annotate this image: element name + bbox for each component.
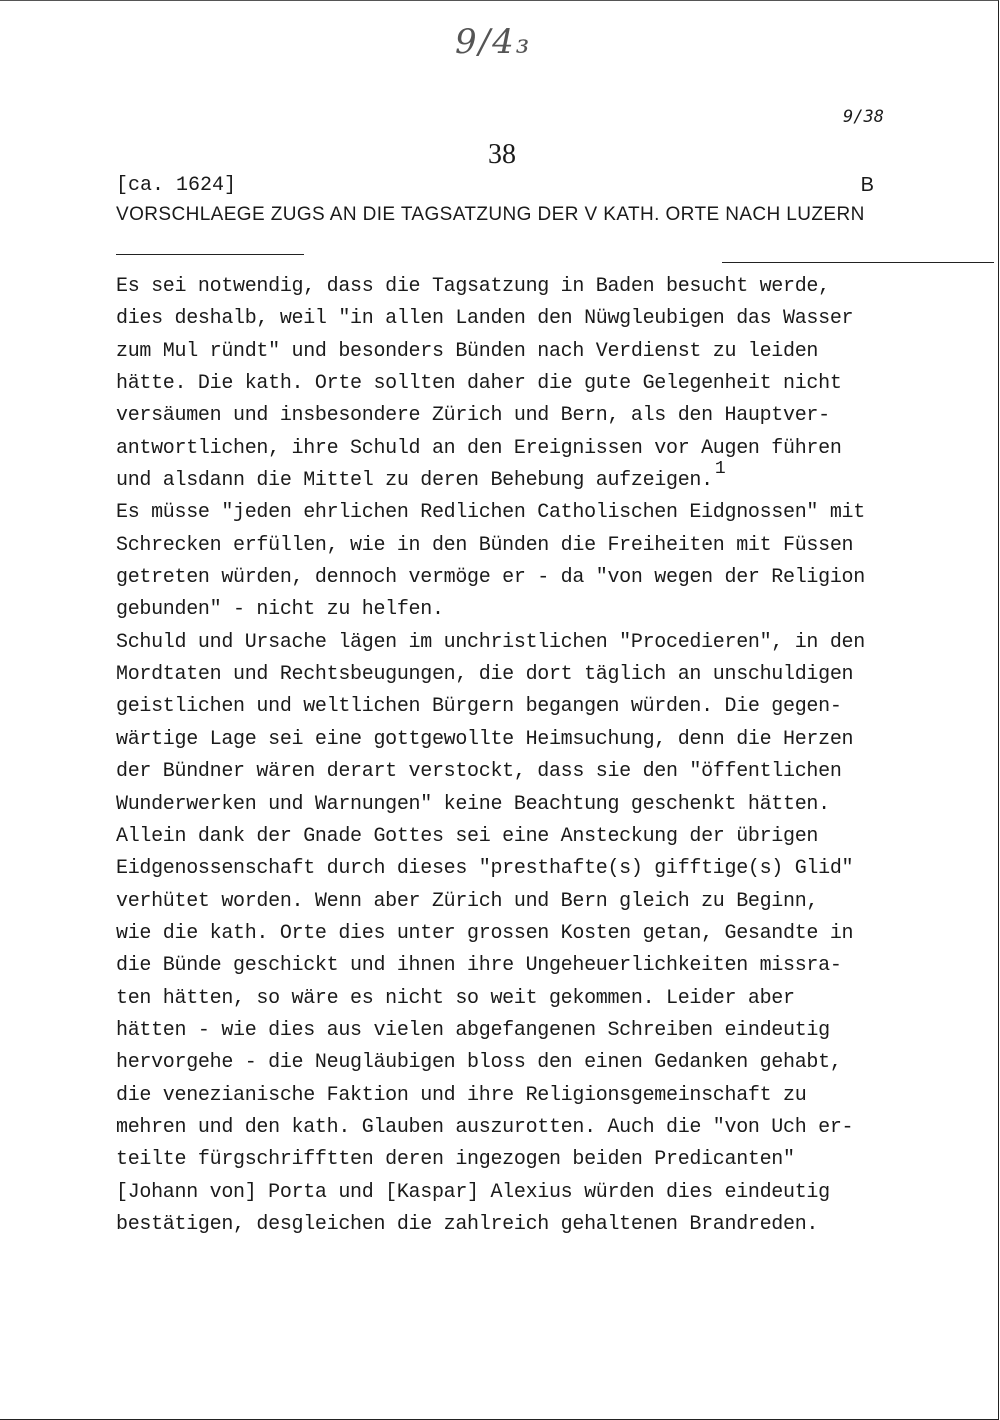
text-line: und alsdann die Mittel zu deren Behebung aufzeigen.	[116, 469, 713, 493]
text-line: Wunderwerken und Warnungen" keine Beachtung geschenkt hätten.	[116, 792, 830, 816]
text-line: [Johann von] Porta und [Kaspar] Alexius würden dies eindeutig	[116, 1180, 830, 1204]
body-text	[116, 271, 946, 1241]
text-line: Es sei notwendig, dass die Tagsatzung in Baden besucht werde,	[116, 275, 830, 298]
handwritten-archive-note: 9/4₃	[455, 22, 532, 62]
text-line: mehren und den kath. Glauben auszurotten. Auch die "von Uch er-	[116, 1115, 854, 1139]
text-line: gebunden" - nicht zu helfen.	[116, 598, 444, 622]
text-line: antwortlichen, ihre Schuld an den Ereignissen vor Augen führen	[116, 436, 842, 460]
category-letter: B	[860, 174, 874, 196]
document-number: 38	[488, 139, 516, 170]
text-line: Mordtaten und Rechtsbeugungen, die dort täglich an unschuldigen	[116, 663, 854, 687]
text-line-with-footnote	[116, 459, 946, 497]
text-line: Schrecken erfüllen, wie in den Bünden die Freiheiten mit Füssen	[116, 533, 854, 557]
text-line: hätten - wie dies aus vielen abgefangenen Schreiben eindeutig	[116, 1018, 830, 1042]
text-line: dies deshalb, weil "in allen Landen den Nüwgleubigen das Wasser	[116, 307, 854, 331]
footnote-marker: 1	[714, 459, 726, 480]
text-line: Es müsse "jeden ehrlichen Redlichen Catholischen Eidgnossen" mit	[116, 501, 865, 525]
text-line: die Bünde geschickt und ihnen ihre Ungeheuerlichkeiten missra-	[116, 954, 842, 978]
text-line: wie die kath. Orte dies unter grossen Kosten getan, Gesandte in	[116, 921, 854, 945]
archive-number: 9/38	[843, 107, 884, 127]
text-line: ten hätten, so wäre es nicht so weit gekommen. Leider aber	[116, 986, 795, 1010]
text-line: der Bündner wären derart verstockt, dass sie den "öffentlichen	[116, 760, 842, 784]
document-title: VORSCHLAEGE ZUGS AN DIE TAGSATZUNG DER V KATH. ORTE NACH LUZERN	[116, 204, 865, 225]
document-date: [ca. 1624]	[116, 174, 237, 197]
text-line: geistlichen und weltlichen Bürgern begangen würden. Die gegen-	[116, 695, 842, 719]
text-line: Eidgenossenschaft durch dieses "presthafte(s) gifftige(s) Glid"	[116, 857, 854, 881]
text-line: hätte. Die kath. Orte sollten daher die gute Gelegenheit nicht	[116, 372, 842, 396]
text-line: getreten würden, dennoch vermöge er - da "von wegen der Religion	[116, 566, 865, 590]
text-line: versäumen und insbesondere Zürich und Bern, als den Hauptver-	[116, 404, 830, 428]
text-line: wärtige Lage sei eine gottgewollte Heimsuchung, denn die Herzen	[116, 727, 854, 751]
text-line: bestätigen, desgleichen die zahlreich gehaltenen Brandreden.	[116, 1212, 819, 1236]
text-line: Schuld und Ursache lägen im unchristlichen "Procedieren", in den	[116, 630, 865, 654]
title-underline	[116, 254, 304, 255]
text-line: hervorgehe - die Neugläubigen bloss den einen Gedanken gehabt,	[116, 1051, 842, 1075]
text-line: Allein dank der Gnade Gottes sei eine Ansteckung der übrigen	[116, 824, 819, 848]
text-line: verhütet worden. Wenn aber Zürich und Bern gleich zu Beginn,	[116, 889, 819, 913]
margin-rule	[722, 262, 994, 263]
text-line: teilte fürgschrifftten deren ingezogen beiden Predicanten"	[116, 1148, 795, 1172]
text-line: die venezianische Faktion und ihre Religionsgemeinschaft zu	[116, 1083, 807, 1107]
text-line: zum Mul ründt" und besonders Bünden nach Verdienst zu leiden	[116, 339, 819, 363]
